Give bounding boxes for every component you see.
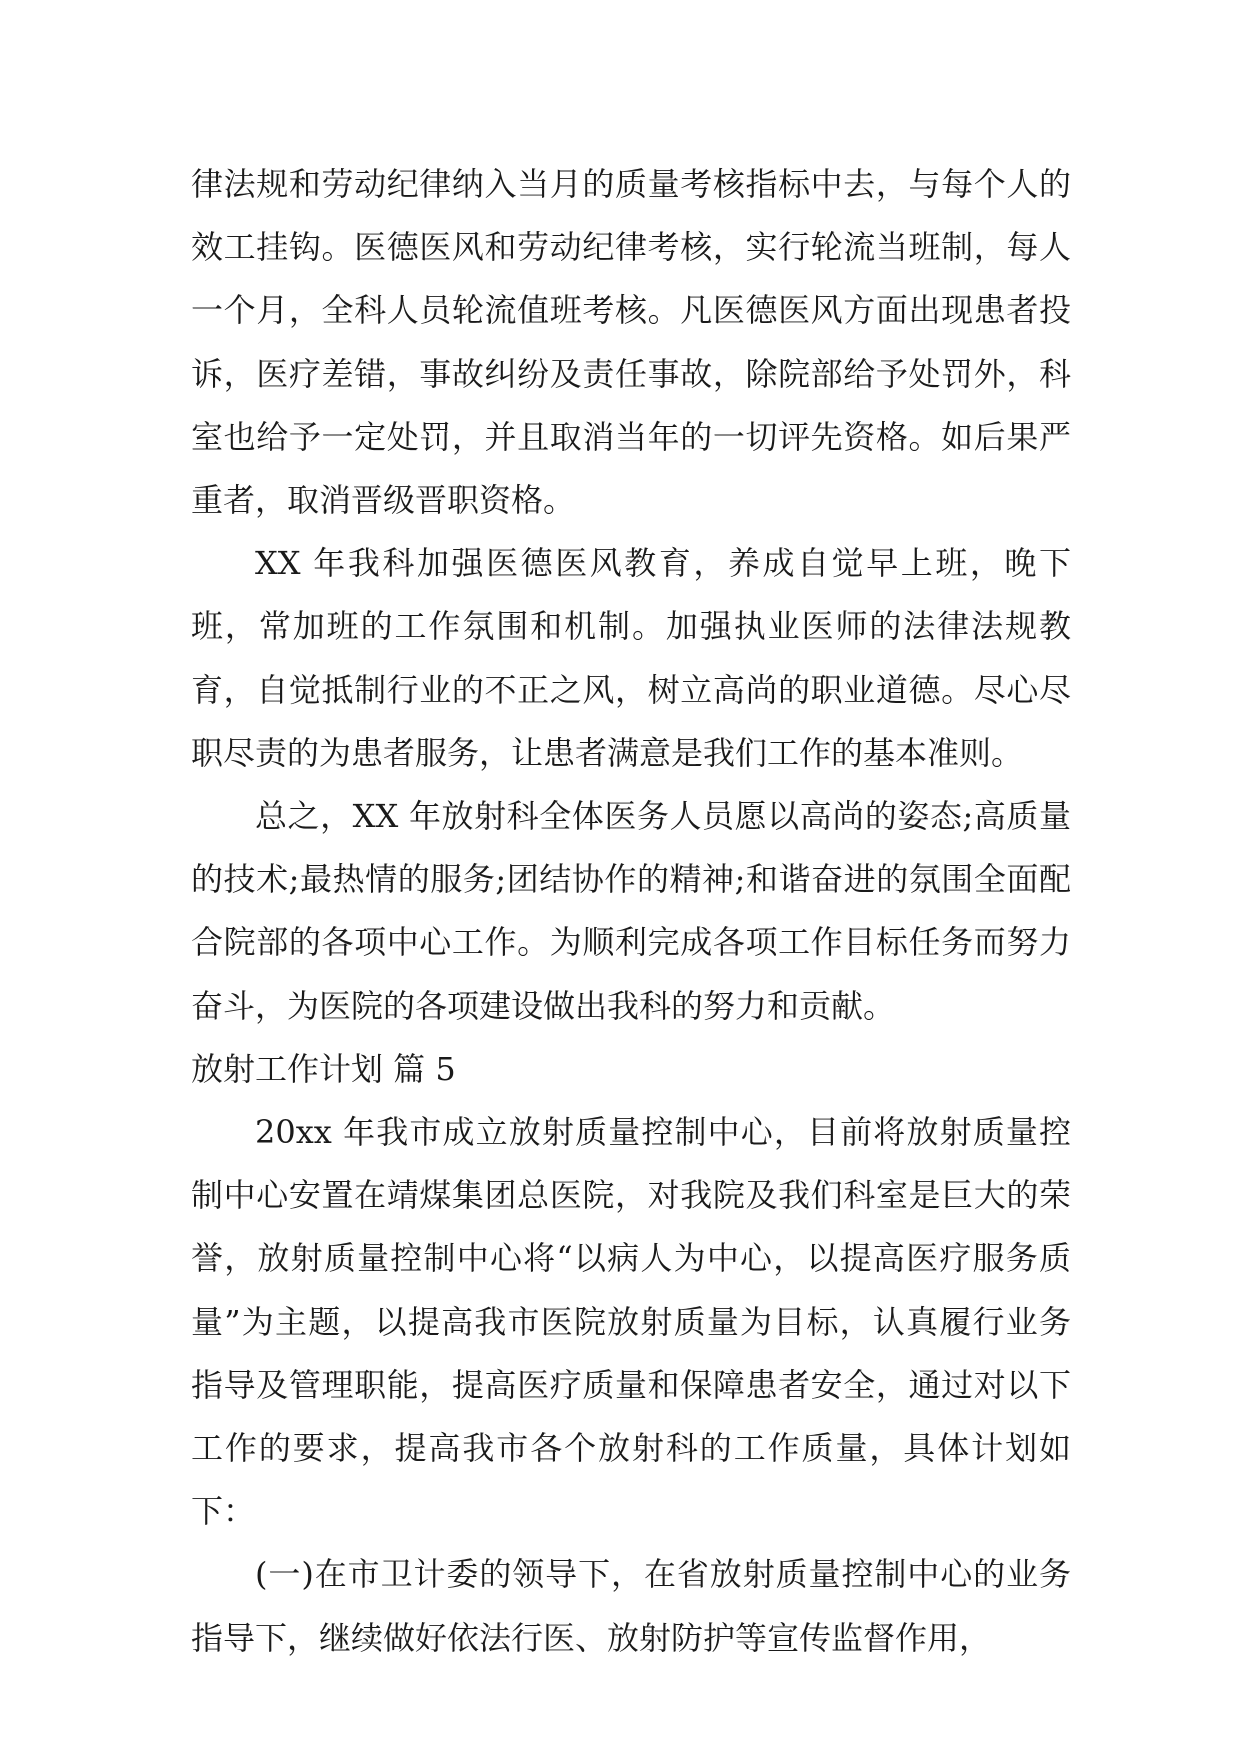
document-body	[191, 153, 1071, 1670]
paragraph-medical-ethics: XX 年我科加强医德医风教育，养成自觉早上班，晚下班，常加班的工作氛围和机制。加强执业医师的法律法规教育，自觉抵制行业的不正之风，树立高尚的职业道德。尽心尽职尽责的为患者服务，让患者满意是我们工作的基本准则。	[191, 544, 1071, 772]
paragraph-continued: 律法规和劳动纪律纳入当月的质量考核指标中去，与每个人的效工挂钩。医德医风和劳动纪律考核，实行轮流当班制，每人一个月，全科人员轮流值班考核。凡医德医风方面出现患者投诉，医疗差错，事故纠纷及责任事故，除院部给予处罚外，科室也给予一定处罚，并且取消当年的一切评先资格。如后果严重者，取消晋级晋职资格。	[191, 165, 1071, 520]
paragraph-summary: 总之，XX 年放射科全体医务人员愿以高尚的姿态;高质量的技术;最热情的服务;团结协作的精神;和谐奋进的氛围全面配合院部的各项中心工作。为顺利完成各项工作目标任务而努力奋斗，为医院的各项建设做出我科的努力和贡献。	[191, 797, 1071, 1025]
section-heading: 放射工作计划 篇 5	[191, 1049, 456, 1088]
paragraph-item-one: (一)在市卫计委的领导下，在省放射质量控制中心的业务指导下，继续做好依法行医、放射防护等宣传监督作用，	[191, 1555, 1071, 1657]
paragraph-quality-control-center: 20xx 年我市成立放射质量控制中心，目前将放射质量控制中心安置在靖煤集团总医院，对我院及我们科室是巨大的荣誉，放射质量控制中心将“以病人为中心，以提高医疗服务质量”为主题，以提高我市医院放射质量为目标，认真履行业务指导及管理职能，提高医疗质量和保障患者安全，通过对以下工作的要求，提高我市各个放射科的工作质量，具体计划如下：	[191, 1113, 1071, 1531]
